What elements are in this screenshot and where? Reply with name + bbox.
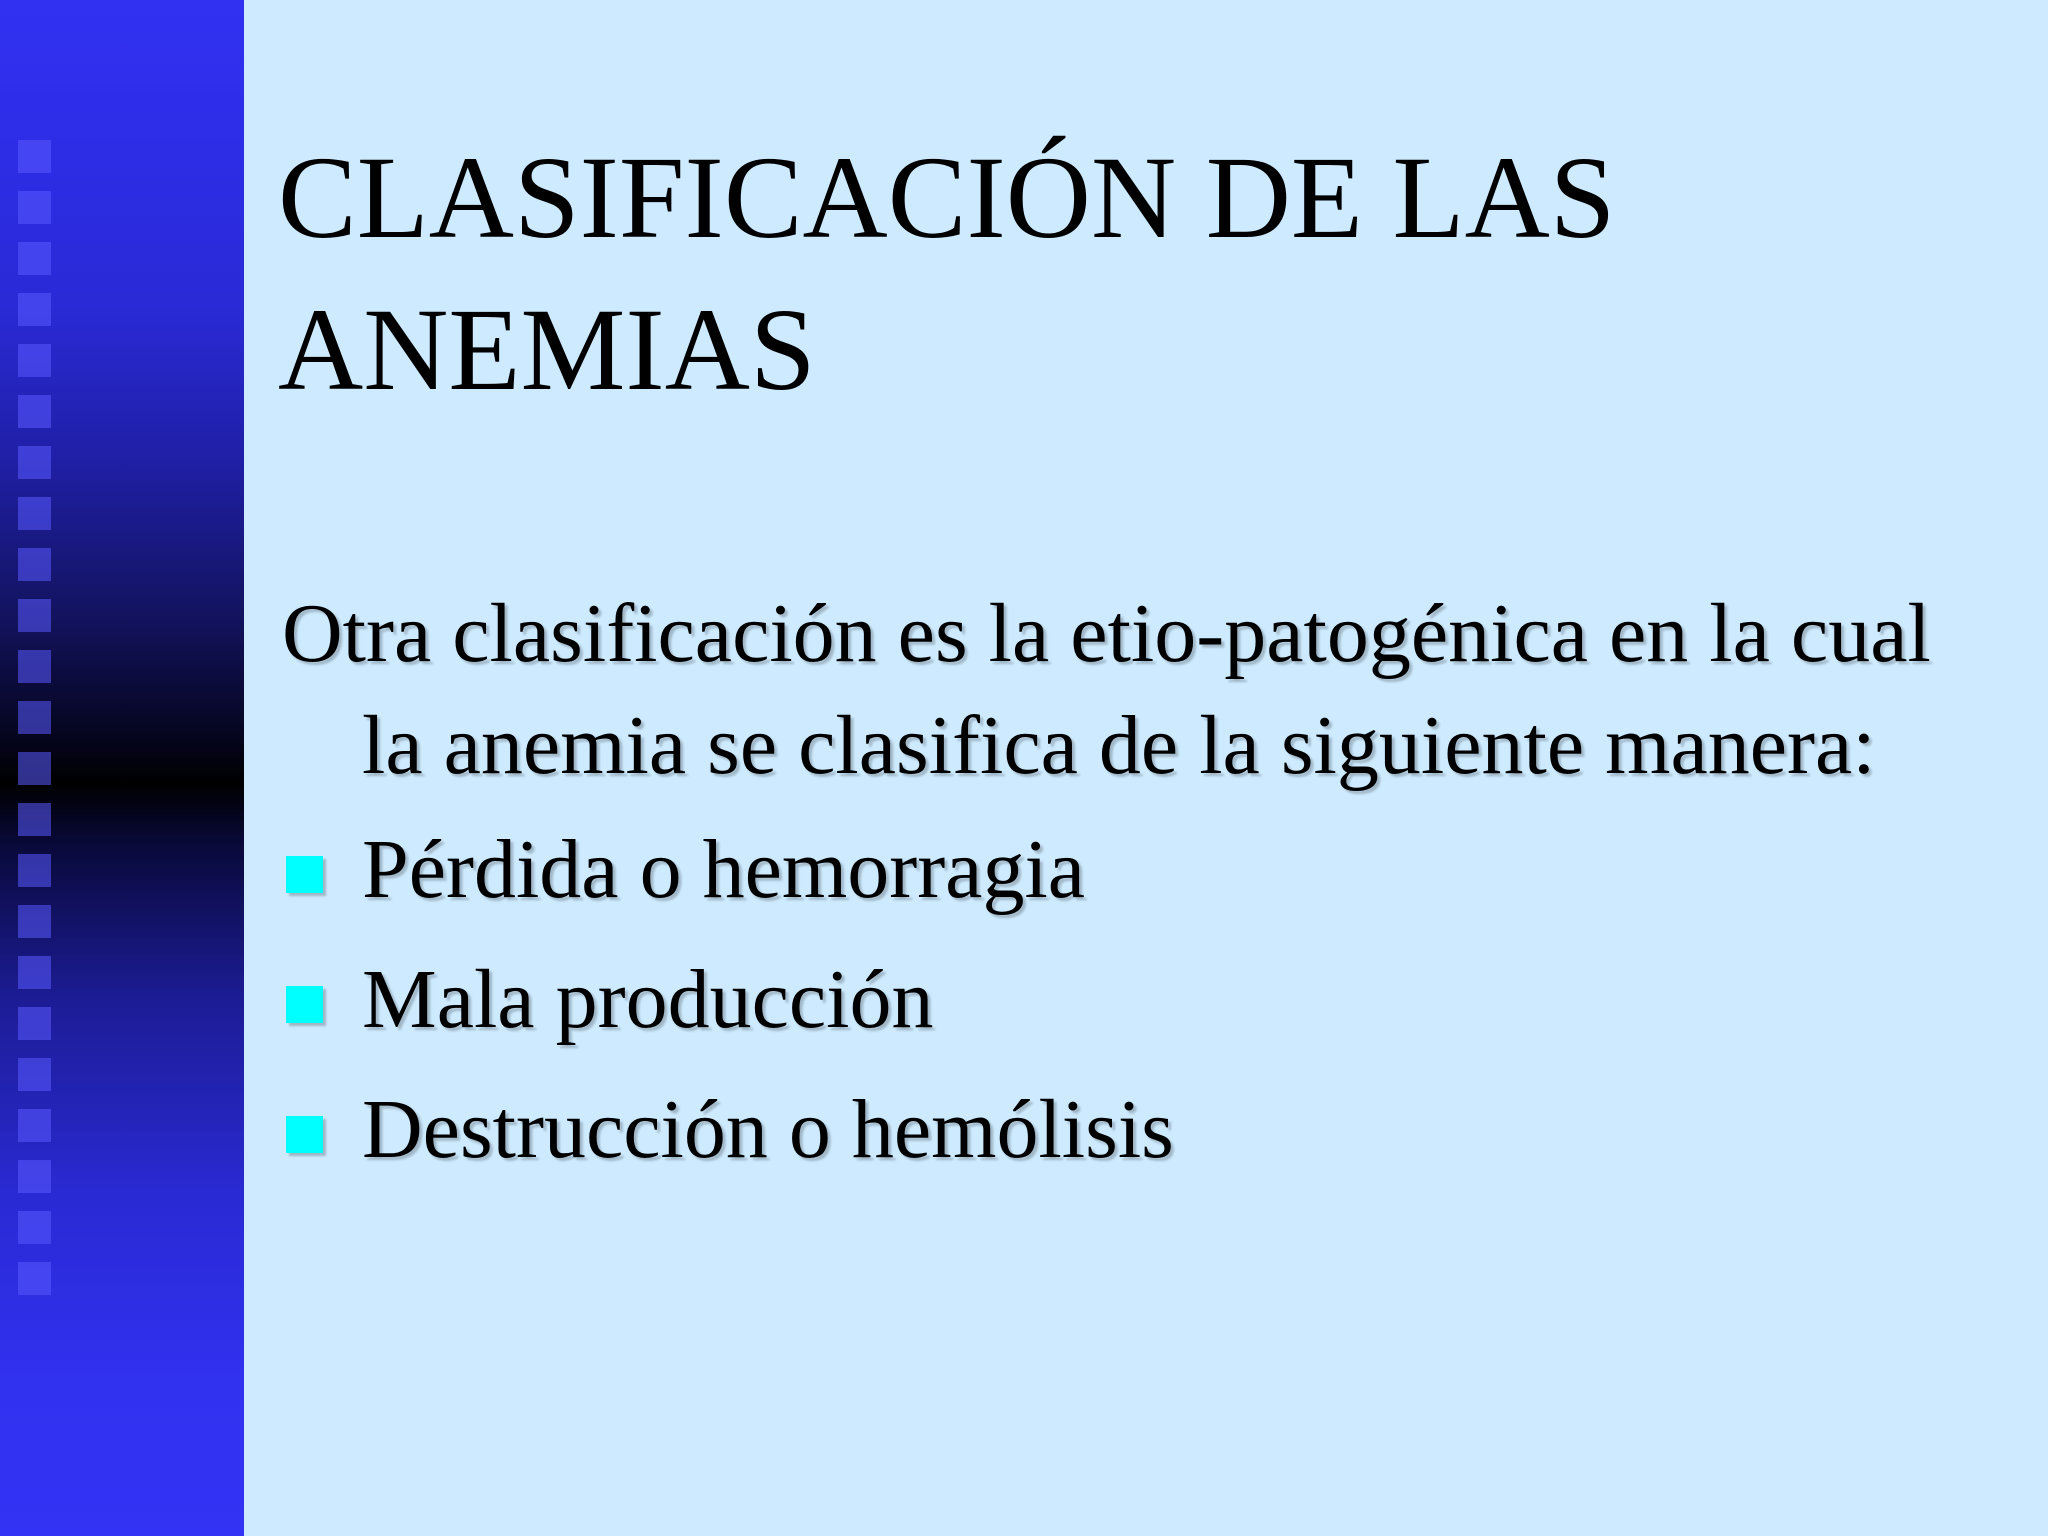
decorative-square	[18, 1262, 51, 1295]
square-bullet-icon	[286, 856, 323, 893]
decorative-square	[18, 191, 51, 224]
slide-body	[282, 578, 1942, 1204]
bullet-text: Pérdida o hemorragia	[362, 823, 1086, 916]
list-item	[282, 944, 1942, 1074]
decorative-square	[18, 1109, 51, 1142]
decorative-square	[18, 446, 51, 479]
list-item	[282, 814, 1942, 944]
side-decoration-band	[0, 0, 244, 1536]
decorative-square	[18, 701, 51, 734]
decorative-square	[18, 1007, 51, 1040]
decorative-square	[18, 242, 51, 275]
bullet-text: Mala producción	[362, 953, 934, 1046]
decorative-square	[18, 293, 51, 326]
decorative-square	[18, 956, 51, 989]
decorative-square	[18, 1160, 51, 1193]
bullet-text: Destrucción o hemólisis	[362, 1083, 1174, 1176]
intro-paragraph: Otra clasificación es la etio-patogénica en la cual la anemia se clasifica de la siguiente manera:	[282, 587, 1931, 792]
decorative-square	[18, 1058, 51, 1091]
decorative-square	[18, 650, 51, 683]
list-item	[282, 1074, 1942, 1204]
square-bullet-icon	[286, 1116, 323, 1153]
decorative-square	[18, 905, 51, 938]
bullet-list	[282, 814, 1942, 1204]
slide-title: CLASIFICACIÓN DE LAS ANEMIAS	[278, 132, 1616, 415]
decorative-square	[18, 599, 51, 632]
square-bullet-icon	[286, 986, 323, 1023]
decorative-square	[18, 548, 51, 581]
decorative-square	[18, 1211, 51, 1244]
decorative-square	[18, 854, 51, 887]
decorative-square	[18, 344, 51, 377]
decorative-square	[18, 140, 51, 173]
decorative-square	[18, 395, 51, 428]
decorative-square	[18, 803, 51, 836]
decorative-square	[18, 497, 51, 530]
decorative-square	[18, 752, 51, 785]
decorative-squares	[18, 140, 56, 1320]
